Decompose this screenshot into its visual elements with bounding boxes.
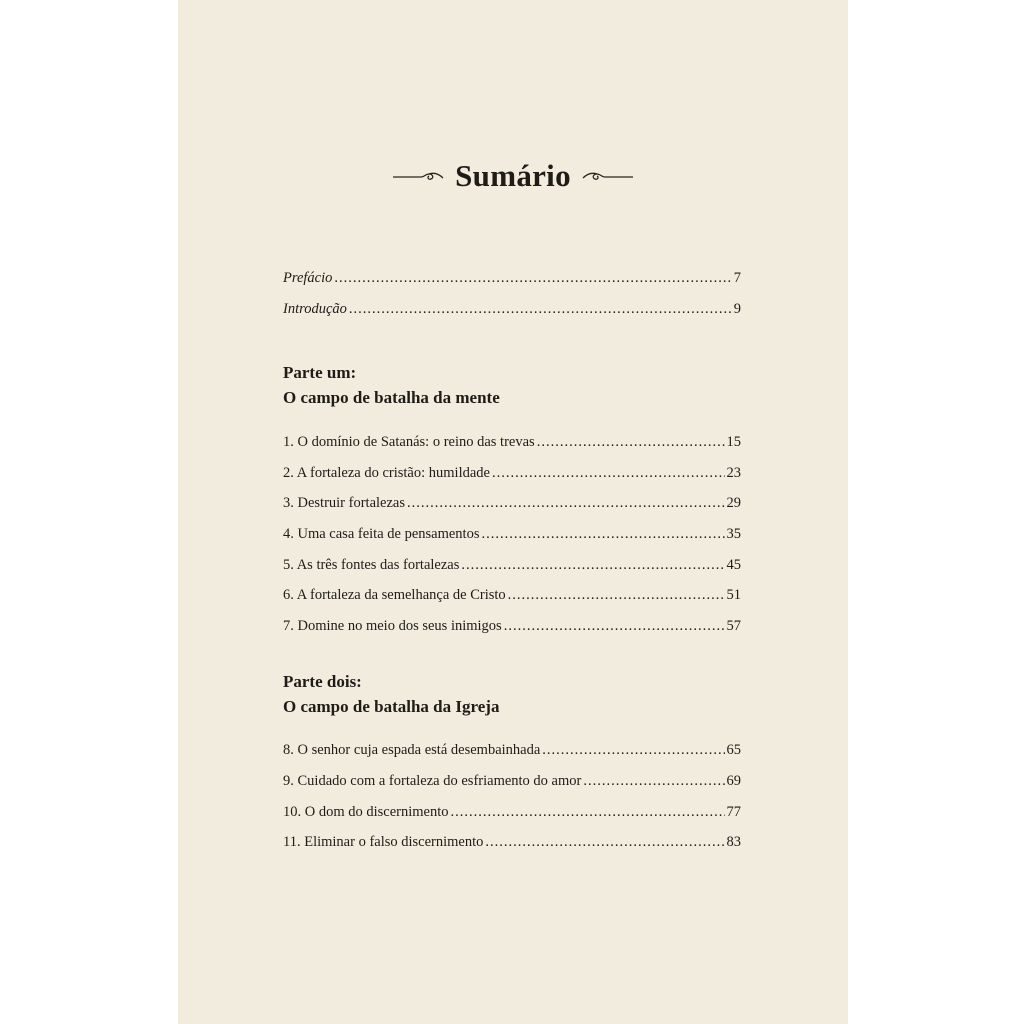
dot-leader — [407, 495, 725, 512]
toc-entry-chapter-6[interactable] — [283, 587, 741, 618]
toc-entry-prefacio[interactable] — [283, 270, 741, 301]
part-one-heading — [283, 360, 741, 410]
dot-leader — [504, 618, 725, 635]
table-of-contents — [283, 270, 741, 865]
dot-leader — [451, 804, 725, 821]
dot-leader — [334, 270, 731, 287]
toc-entry-page: 77 — [726, 803, 741, 820]
part-heading-line2: O campo de batalha da mente — [283, 388, 500, 408]
toc-entry-page: 7 — [733, 270, 741, 286]
toc-entry-label: 11. Eliminar o falso discernimento — [283, 834, 484, 851]
toc-entry-chapter-1[interactable] — [283, 434, 741, 465]
toc-entry-label: 1. O domínio de Satanás: o reino das trevas — [283, 434, 535, 451]
dot-leader — [481, 526, 724, 543]
toc-entry-chapter-2[interactable] — [283, 465, 741, 496]
toc-entry-label: 4. Uma casa feita de pensamentos — [283, 525, 480, 542]
part-heading-line2: O campo de batalha da Igreja — [283, 697, 500, 717]
toc-entry-page: 57 — [726, 617, 741, 634]
toc-entry-chapter-11[interactable] — [283, 834, 741, 865]
page-title: Sumário — [455, 158, 571, 193]
toc-entry-page: 29 — [726, 495, 741, 512]
toc-entry-chapter-4[interactable] — [283, 526, 741, 557]
toc-entry-label: 6. A fortaleza da semelhança de Cristo — [283, 587, 506, 604]
toc-entry-chapter-8[interactable] — [283, 742, 741, 773]
dot-leader — [583, 773, 724, 790]
toc-entry-label: 9. Cuidado com a fortaleza do esfriamento do amor — [283, 772, 582, 789]
toc-entry-chapter-3[interactable] — [283, 495, 741, 526]
toc-entry-label: Introdução — [283, 300, 347, 317]
toc-entry-label: 8. O senhor cuja espada está desembainhada — [283, 742, 541, 759]
toc-entry-label: 7. Domine no meio dos seus inimigos — [283, 617, 502, 634]
dot-leader — [537, 434, 725, 451]
dot-leader — [349, 301, 732, 318]
toc-entry-introducao[interactable] — [283, 301, 741, 332]
toc-entry-chapter-10[interactable] — [283, 804, 741, 835]
toc-entry-page: 35 — [726, 525, 741, 542]
dot-leader — [461, 557, 724, 574]
left-flourish-icon — [391, 166, 445, 186]
toc-entry-page: 9 — [733, 300, 741, 317]
toc-entry-label: 5. As três fontes das fortalezas — [283, 556, 460, 573]
toc-entry-label: 2. A fortaleza do cristão: humildade — [283, 464, 490, 481]
part-heading-line1: Parte dois: — [283, 672, 362, 692]
toc-entry-chapter-5[interactable] — [283, 557, 741, 588]
dot-leader — [508, 587, 725, 604]
title-row — [178, 158, 848, 194]
toc-entry-page: 23 — [726, 464, 741, 481]
toc-entry-page: 69 — [726, 772, 741, 789]
toc-entry-label: Prefácio — [283, 270, 333, 286]
toc-entry-label: 10. O dom do discernimento — [283, 803, 449, 820]
toc-entry-page: 65 — [726, 742, 741, 759]
toc-entry-chapter-7[interactable] — [283, 618, 741, 649]
toc-entry-page: 83 — [726, 834, 741, 851]
dot-leader — [485, 834, 724, 851]
toc-entry-page: 15 — [726, 434, 741, 451]
toc-entry-page: 51 — [726, 587, 741, 604]
right-flourish-icon — [581, 166, 635, 186]
part-heading-line1: Parte um: — [283, 363, 357, 383]
part-two-heading — [283, 669, 741, 719]
toc-entry-label: 3. Destruir fortalezas — [283, 495, 405, 512]
dot-leader — [542, 742, 724, 759]
toc-entry-page: 45 — [726, 556, 741, 573]
book-page — [178, 0, 848, 1024]
toc-entry-chapter-9[interactable] — [283, 773, 741, 804]
dot-leader — [492, 465, 725, 482]
